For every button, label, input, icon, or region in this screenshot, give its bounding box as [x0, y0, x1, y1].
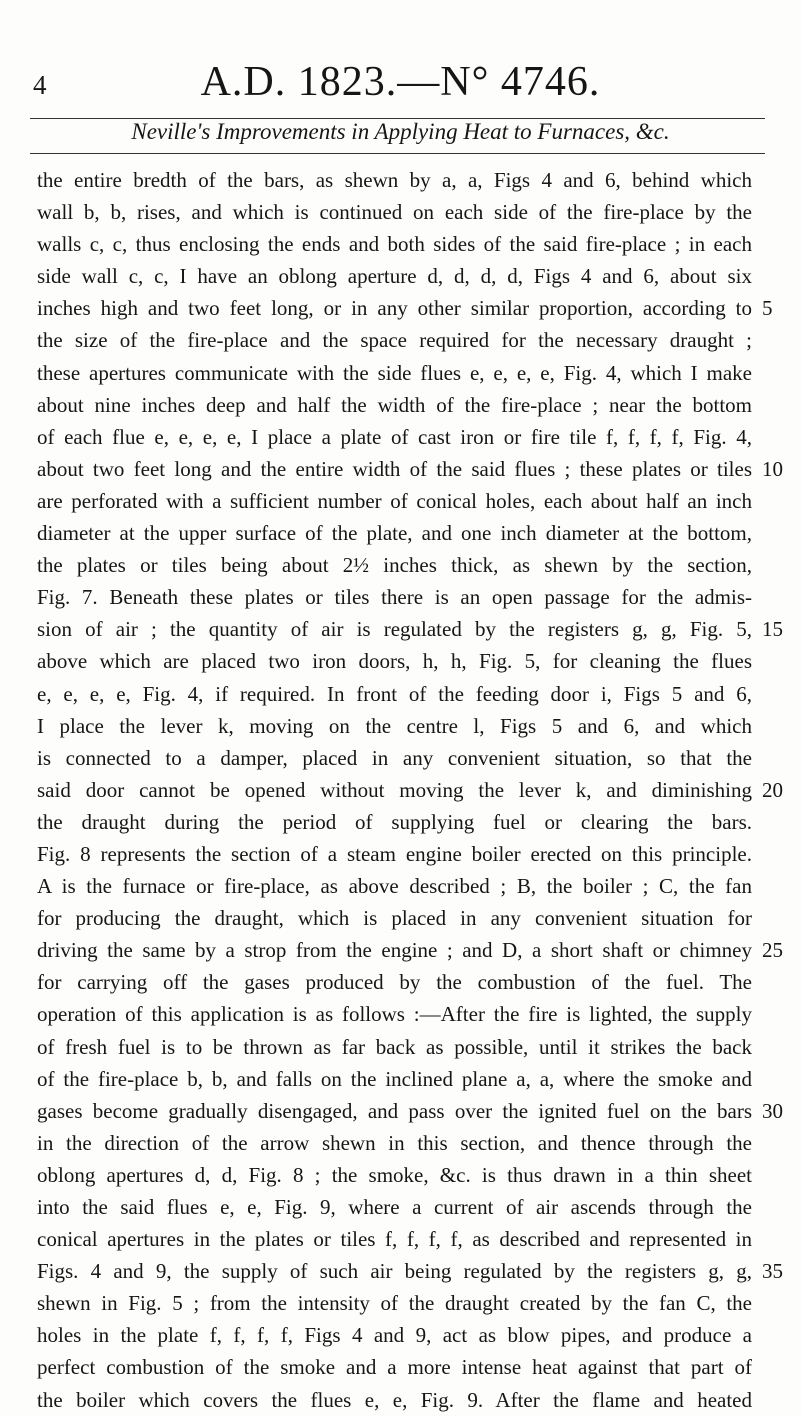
running-head: Neville's Improvements in Applying Heat to Furnaces, &c. — [131, 119, 670, 144]
text-line: wall b, b, rises, and which is continued on each side of the fire-place by the — [37, 200, 752, 225]
text-line: Fig. 7. Beneath these plates or tiles there is an open passage for the admis- — [37, 585, 752, 610]
text-line: are perforated with a sufficient number of conical holes, each about half an inch — [37, 488, 752, 513]
text-line: is connected to a damper, placed in any convenient situation, so that the — [37, 745, 752, 770]
text-line: conical apertures in the plates or tiles f, f, f, f, as described and represented in — [37, 1227, 752, 1252]
text-line: these apertures communicate with the side flues e, e, e, e, Fig. 4, which I make — [37, 360, 752, 385]
margin-line-number: 10 — [762, 456, 783, 481]
text-line: I place the lever k, moving on the centre l, Figs 5 and 6, and which — [37, 713, 752, 738]
text-line: of each flue e, e, e, e, I place a plate of cast iron or fire tile f, f, f, f, Fig. 4, — [37, 424, 752, 449]
text-line: oblong apertures d, d, Fig. 8 ; the smoke, &c. is thus drawn in a thin sheet — [37, 1162, 752, 1187]
text-line: about nine inches deep and half the width of the fire-place ; near the bottom — [37, 392, 752, 417]
text-line: operation of this application is as follows :—After the fire is lighted, the supply — [37, 1002, 752, 1027]
margin-line-number: 30 — [762, 1098, 783, 1123]
page-number: 4 — [33, 70, 47, 100]
text-line: inches high and two feet long, or in any other similar proportion, according to — [37, 296, 752, 321]
text-line: into the said flues e, e, Fig. 9, where a current of air ascends through the — [37, 1195, 752, 1219]
margin-line-number: 15 — [762, 617, 783, 642]
text-line: the boiler which covers the flues e, e, Fig. 9. After the flame and heated — [37, 1387, 752, 1412]
margin-line-number: 35 — [762, 1259, 783, 1284]
margin-line-number: 5 — [762, 296, 773, 321]
text-line: in the direction of the arrow shewn in this section, and thence through the — [37, 1130, 752, 1155]
text-line: sion of air ; the quantity of air is regulated by the registers g, g, Fig. 5, — [37, 617, 752, 642]
text-line: holes in the plate f, f, f, f, Figs 4 and 9, act as blow pipes, and produce a — [37, 1323, 752, 1348]
body-text — [37, 164, 752, 1416]
header-title: A.D. 1823.—N° 4746. — [200, 59, 601, 105]
margin-line-number: 20 — [762, 777, 783, 802]
text-line: for carrying off the gases produced by the combustion of the fuel. The — [37, 970, 752, 995]
text-line: the entire bredth of the bars, as shewn by a, a, Figs 4 and 6, behind which — [37, 168, 752, 192]
text-line: the draught during the period of supplying fuel or clearing the bars. — [37, 809, 752, 834]
text-line: driving the same by a strop from the engine ; and D, a short shaft or chimney — [37, 938, 752, 963]
text-line: A is the furnace or fire-place, as above described ; B, the boiler ; C, the fan — [37, 874, 752, 899]
text-line: the size of the fire-place and the space required for the necessary draught ; — [37, 328, 752, 353]
text-line: shewn in Fig. 5 ; from the intensity of the draught created by the fan C, the — [37, 1291, 752, 1316]
text-line: the plates or tiles being about 2½ inches thick, as shewn by the section, — [37, 553, 752, 578]
text-line: perfect combustion of the smoke and a more intense heat against that part of — [37, 1355, 752, 1380]
text-line: said door cannot be opened without moving the lever k, and diminishing — [37, 777, 752, 802]
text-line: diameter at the upper surface of the plate, and one inch diameter at the bottom, — [37, 521, 752, 546]
text-line: walls c, c, thus enclosing the ends and both sides of the said fire-place ; in each — [37, 232, 752, 257]
text-line: for producing the draught, which is placed in any convenient situation for — [37, 906, 752, 931]
text-line: Fig. 8 represents the section of a steam engine boiler erected on this principle. — [37, 841, 752, 866]
text-line: of fresh fuel is to be thrown as far back as possible, until it strikes the back — [37, 1034, 752, 1059]
text-line: Figs. 4 and 9, the supply of such air being regulated by the registers g, g, — [37, 1259, 752, 1284]
margin-line-number: 25 — [762, 938, 783, 963]
text-line: side wall c, c, I have an oblong aperture d, d, d, d, Figs 4 and 6, about six — [37, 264, 752, 289]
text-line: about two feet long and the entire width of the said flues ; these plates or tiles — [37, 456, 752, 481]
text-line: e, e, e, e, Fig. 4, if required. In front of the feeding door i, Figs 5 and 6, — [37, 681, 752, 706]
text-line: gases become gradually disengaged, and pass over the ignited fuel on the bars — [37, 1098, 752, 1123]
header-rule-bottom — [30, 153, 765, 154]
text-line: of the fire-place b, b, and falls on the inclined plane a, a, where the smoke and — [37, 1066, 752, 1091]
text-line: above which are placed two iron doors, h, h, Fig. 5, for cleaning the flues — [37, 649, 752, 674]
